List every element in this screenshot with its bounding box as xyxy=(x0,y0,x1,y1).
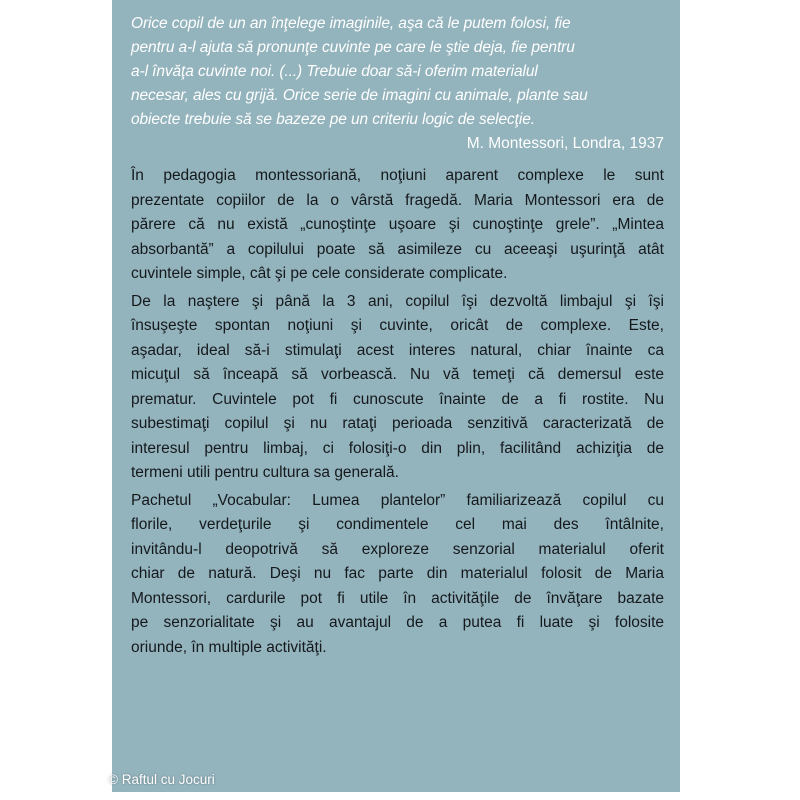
book-back-cover xyxy=(112,0,680,792)
text-line: părere că nu există „cunoştinţe uşoare şi cunoştinţe grele”. „Mintea xyxy=(131,216,664,233)
text-line: micuţul să înceapă să vorbească. Nu vă temeţi că demersul este xyxy=(131,366,664,383)
text-line: oriunde, în multiple activităţi. xyxy=(131,638,327,656)
text-line: aşadar, ideal să-i stimulaţi acest interes natural, chiar înainte ca xyxy=(131,341,664,359)
text-line: De la naştere şi până la 3 ani, copilul îşi dezvoltă limbajul şi îşi xyxy=(131,292,664,310)
quote-line: a-l învăţa cuvinte noi. (...) Trebuie doar să-i oferim materialul xyxy=(131,63,538,80)
text-line: cuvintele simple, cât şi pe cele considerate complicate. xyxy=(131,265,508,282)
text-line: prezentate copiilor de la o vârstă fragedă. Maria Montessori era de xyxy=(131,191,664,209)
paragraph-intro xyxy=(131,164,664,287)
quote-attribution: M. Montessori, Londra, 1937 xyxy=(466,135,664,152)
text-line: Pachetul „Vocabular: Lumea plantelor” familiarizează copilul cu xyxy=(131,491,664,509)
text-line: pe senzorialitate şi au avantajul de a putea fi luate şi folosite xyxy=(131,614,664,631)
text-line: Montessori, cardurile pot fi utile în activităţile de învăţare bazate xyxy=(131,589,664,607)
text-line: subestimaţi copilul şi nu rataţi perioada senzitivă caracterizată de xyxy=(131,415,664,432)
text-line: termeni utili pentru cultura sa generală. xyxy=(131,464,399,481)
text-line: interesul pentru limbaj, ci folosiţi-o din plin, facilitând achiziţia de xyxy=(131,439,664,457)
quote-line: obiecte trebuie să se bazeze pe un criteriu logic de selecţie. xyxy=(131,111,535,128)
text-line: însuşeşte spontan noţiuni şi cuvinte, oricât de complexe. Este, xyxy=(131,317,664,334)
paragraph-package-description xyxy=(131,489,664,661)
text-line: florile, verdeţurile şi condimentele cel mai des întâlnite, xyxy=(131,516,664,533)
text-line: invitându-l deopotrivă să exploreze senzorial materialul oferit xyxy=(131,540,664,558)
quote-line: necesar, ales cu grijă. Orice serie de imagini cu animale, plante sau xyxy=(131,87,588,104)
paragraph-language-development xyxy=(131,290,664,486)
quote-line: Orice copil de un an înţelege imaginile, aşa că le putem folosi, fie xyxy=(131,15,571,32)
text-line: chiar de natură. Deşi nu fac parte din materialul folosit de Maria xyxy=(131,565,664,582)
text-line: absorbantă” a copilului poate să asimileze cu aceeaşi uşurinţă atât xyxy=(131,240,664,258)
quote-line: pentru a-l ajuta să pronunţe cuvinte pe care le ştie deja, fie pentru xyxy=(131,39,575,56)
text-line: În pedagogia montessoriană, noţiuni aparent complexe le sunt xyxy=(131,167,664,184)
copyright-watermark: © Raftul cu Jocuri xyxy=(108,772,215,787)
montessori-quote xyxy=(131,12,664,132)
text-line: prematur. Cuvintele pot fi cunoscute înainte de a fi rostite. Nu xyxy=(131,390,664,408)
